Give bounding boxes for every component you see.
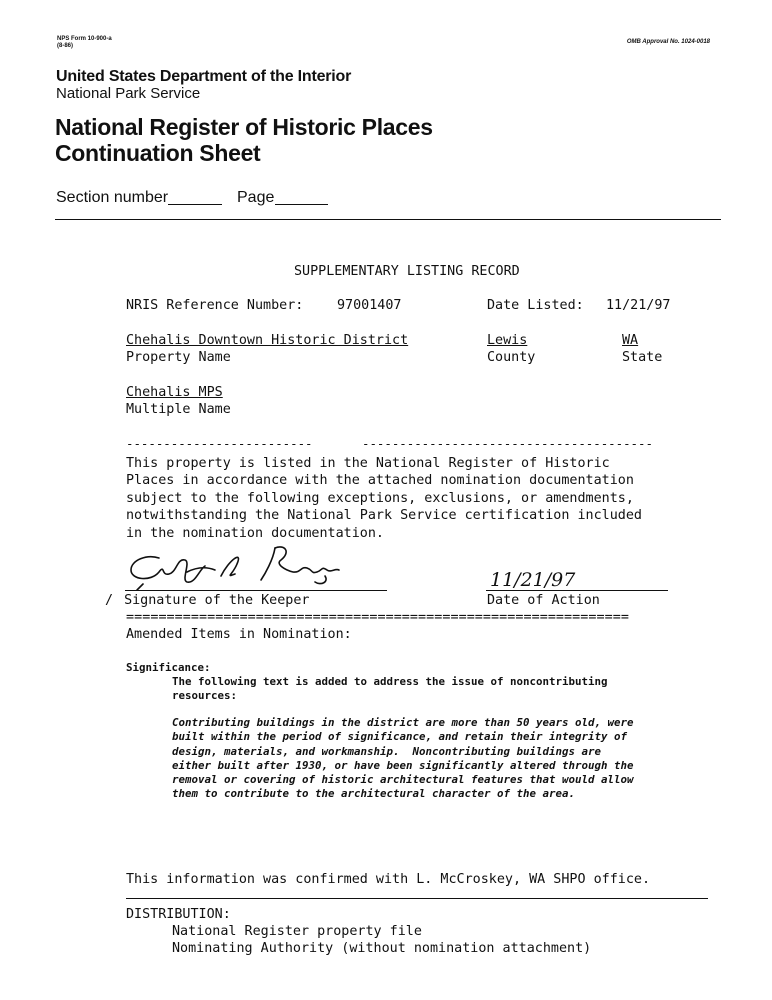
listing-statement: This property is listed in the National Register of Historic Places in accordance with the attached nomination documentation subject to the following exceptions, exclusions, or amendments, notwithstanding the National Park Service certification included in the nomination documentation.: [126, 456, 642, 541]
confirmation-note: This information was confirmed with L. McCroskey, WA SHPO office.: [126, 872, 651, 887]
service-name: National Park Service: [56, 85, 201, 102]
section-number-label: Section number: [56, 189, 169, 206]
keeper-signature: [125, 540, 395, 592]
page-number-field: [275, 204, 328, 205]
nris-value: 97001407: [337, 298, 402, 313]
multiple-name: Chehalis MPS: [126, 385, 223, 400]
signature-line: [125, 590, 387, 591]
date-of-action-line: [486, 590, 668, 591]
distribution-item: Nominating Authority (without nomination attachment): [172, 941, 592, 956]
county-value: Lewis: [487, 333, 528, 348]
property-name-label: Property Name: [126, 350, 231, 365]
equals-separator: ==============================================================: [126, 610, 629, 625]
distribution-item: National Register property file: [172, 924, 422, 939]
form-number: NPS Form 10-900-a (8-86): [57, 36, 112, 49]
page-label: Page: [237, 189, 275, 206]
amended-items-heading: Amended Items in Nomination:: [126, 627, 352, 642]
multiple-name-label: Multiple Name: [126, 402, 231, 417]
handwritten-date: [484, 565, 594, 591]
county-label: County: [487, 350, 536, 365]
record-heading: SUPPLEMENTARY LISTING RECORD: [294, 264, 520, 279]
state-value: WA: [622, 333, 639, 348]
date-of-action-label: Date of Action: [487, 593, 600, 608]
state-label: State: [622, 350, 663, 365]
significance-intro: The following text is added to address the issue of noncontributing resources:: [172, 675, 608, 702]
page-subtitle: Continuation Sheet: [55, 140, 261, 166]
dash-separator-left: -------------------------: [126, 436, 313, 451]
dash-separator-right: ---------------------------------------: [362, 436, 653, 451]
property-name: Chehalis Downtown Historic District: [126, 333, 409, 348]
page-title: National Register of Historic Places: [55, 114, 433, 140]
nris-label: NRIS Reference Number:: [126, 298, 304, 313]
date-listed-label: Date Listed:: [487, 298, 584, 313]
section-number-field: [168, 204, 222, 205]
signature-label: / Signature of the Keeper: [105, 593, 310, 608]
omb-approval: OMB Approval No. 1024-0018: [626, 39, 710, 45]
significance-text: Contributing buildings in the district are more than 50 years old, were built within the period of significance, and retain their integrity of design, materials, and workmanship. Noncontributing buildings are either built after 1930, or have been significantly altered through the removal or covering of historic architectural features that would allow them to contribute to the architectural character of the area.: [172, 716, 634, 801]
significance-label: Significance:: [126, 661, 211, 674]
header-divider: [55, 219, 721, 220]
date-listed-value: 11/21/97: [606, 298, 671, 313]
department-name: United States Department of the Interior: [56, 68, 352, 85]
distribution-divider: [126, 898, 708, 899]
distribution-heading: DISTRIBUTION:: [126, 907, 231, 922]
svg-text:11/21/97: 11/21/97: [490, 569, 576, 591]
